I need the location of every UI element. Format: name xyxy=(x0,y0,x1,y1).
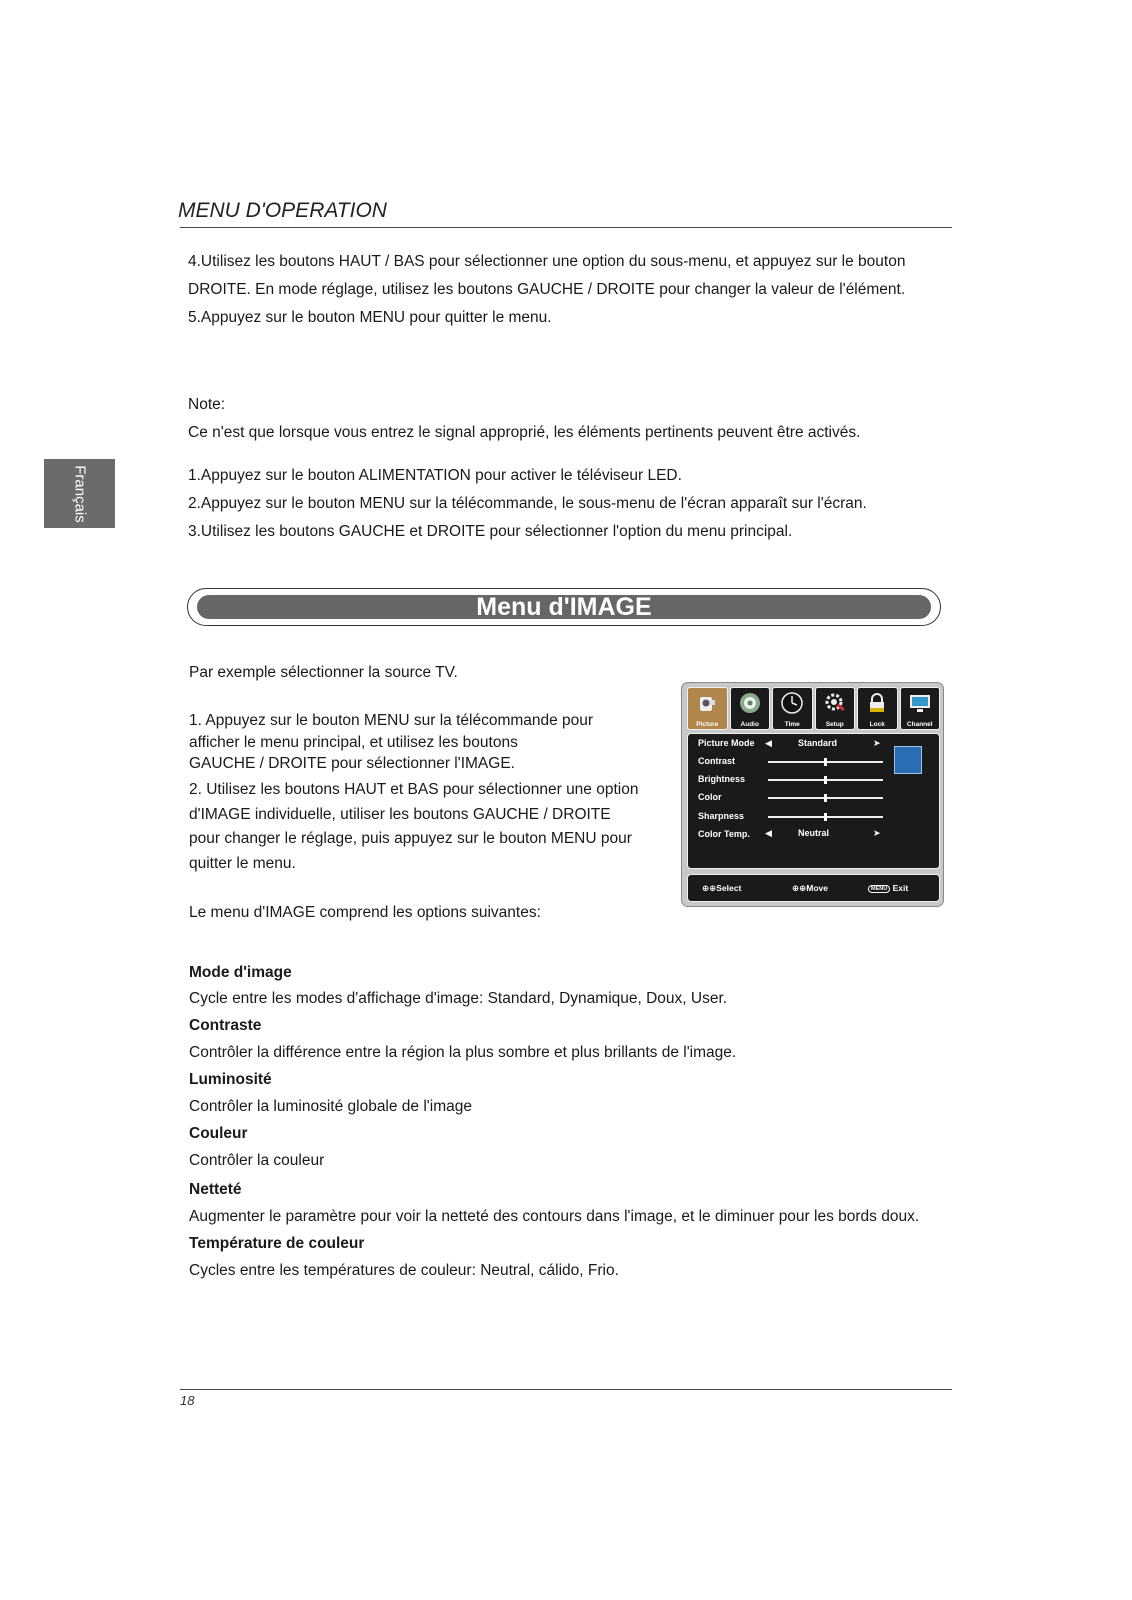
slider-knob xyxy=(824,758,827,766)
note-text: Ce n'est que lorsque vous entrez le signal approprié, les éléments pertinents peuvent être activés. xyxy=(188,424,861,441)
slider-knob xyxy=(824,794,827,802)
header-divider xyxy=(180,227,952,228)
slider-knob xyxy=(824,776,827,784)
step2-line: d'IMAGE individuelle, utiliser les boutons GAUCHE / DROITE xyxy=(189,805,611,823)
step1-line: 1. Appuyez sur le bouton MENU sur la télécommande pour xyxy=(189,712,594,729)
arrow-left-icon: ◀ xyxy=(765,828,772,838)
osd-contrast-slider xyxy=(768,761,883,763)
note-label: Note xyxy=(188,396,221,413)
osd-tab-setup: Setup xyxy=(815,687,856,730)
step1-line: afficher le menu principal, et utilisez les boutons xyxy=(189,733,518,751)
osd-tab-audio: Audio xyxy=(730,687,771,730)
osd-brightness-label: Brightness xyxy=(698,774,746,784)
step2-line: quitter le menu. xyxy=(189,854,296,872)
example-step1 xyxy=(189,710,593,775)
arrow-left-icon: ◀ xyxy=(765,738,772,748)
step-item: 1.Appuyez sur le bouton ALIMENTATION pour activer le téléviseur LED. xyxy=(188,467,682,484)
section-title: Température de couleur xyxy=(189,1235,365,1252)
osd-tab-lock: Lock xyxy=(857,687,898,730)
steps-list xyxy=(188,462,958,546)
leftright-icon: ⊕⊕ xyxy=(792,883,807,893)
osd-color-label: Color xyxy=(698,792,722,802)
intro-line: 5.Appuyez sur le bouton MENU pour quitter le menu. xyxy=(188,309,552,326)
section-desc: Augmenter le paramètre pour voir la netteté des contours dans l'image, et le diminuer pour les bords doux. xyxy=(189,1208,920,1225)
channel-icon xyxy=(908,691,932,715)
picture-icon xyxy=(695,691,719,715)
osd-exit-hint: MENU Exit xyxy=(868,883,908,893)
setup-icon xyxy=(823,691,847,715)
language-label: Français xyxy=(71,464,88,523)
note-block: Note: Ce n'est que lorsque vous entrez le signal approprié, les éléments pertinents peuvent être activés. xyxy=(188,391,958,447)
section-desc: Contrôler la luminosité globale de l'image xyxy=(189,1098,472,1115)
osd-tab-bar xyxy=(687,687,940,730)
example-step2 xyxy=(189,778,638,876)
osd-move-hint: ⊕⊕Move xyxy=(792,883,828,893)
energy-star-icon xyxy=(894,746,922,774)
slider-knob xyxy=(824,813,827,821)
audio-icon xyxy=(738,691,762,715)
section-banner xyxy=(187,588,941,626)
lock-icon xyxy=(865,691,889,715)
tv-osd-picture-menu xyxy=(681,682,944,907)
section-title: Netteté xyxy=(189,1181,242,1198)
section-title: Mode d'image xyxy=(189,964,292,981)
intro-line: DROITE. En mode réglage, utilisez les boutons GAUCHE / DROITE pour changer la valeur de l'élément. xyxy=(188,281,906,298)
language-side-tab xyxy=(44,459,115,528)
intro-paragraph xyxy=(188,248,958,332)
osd-tab-time: Time xyxy=(772,687,813,730)
section-desc: Cycle entre les modes d'affichage d'image: Standard, Dynamique, Doux, User. xyxy=(189,990,728,1007)
step-item: 3.Utilisez les boutons GAUCHE et DROITE pour sélectionner l'option du menu principal. xyxy=(188,523,793,540)
step1-line: GAUCHE / DROITE pour sélectionner l'IMAGE. xyxy=(189,755,515,772)
osd-color-temp-value: Neutral xyxy=(798,828,830,838)
osd-color-temp-label: Color Temp. xyxy=(698,829,750,839)
page-header-title: MENU D'OPERATION xyxy=(178,199,387,222)
banner-title: Menu d'IMAGE xyxy=(476,593,652,621)
osd-brightness-slider xyxy=(768,779,883,781)
osd-sharpness-slider xyxy=(768,816,883,818)
clock-icon xyxy=(780,691,804,715)
section-title: Contraste xyxy=(189,1017,262,1034)
menu-key-icon: MENU xyxy=(868,885,890,893)
osd-picture-mode-label: Picture Mode xyxy=(698,738,755,748)
osd-sharpness-label: Sharpness xyxy=(698,811,745,821)
osd-color-slider xyxy=(768,797,883,799)
arrow-right-icon: ➤ xyxy=(873,738,881,748)
osd-tab-channel: Channel xyxy=(900,687,941,730)
section-desc: Contrôler la couleur xyxy=(189,1152,325,1169)
section-desc: Cycles entre les températures de couleur: Neutral, cálido, Frio. xyxy=(189,1262,619,1279)
example-intro: Par exemple sélectionner la source TV. xyxy=(189,664,458,681)
intro-line: 4.Utilisez les boutons HAUT / BAS pour sélectionner une option du sous-menu, et appuyez sur le bouton xyxy=(188,253,906,270)
osd-settings-panel xyxy=(687,733,940,869)
section-title: Luminosité xyxy=(189,1071,272,1088)
step2-line: pour changer le réglage, puis appuyez sur le bouton MENU pour xyxy=(189,830,632,847)
step-item: 2.Appuyez sur le bouton MENU sur la télécommande, le sous-menu de l'écran apparaît sur l'écran. xyxy=(188,495,867,512)
osd-tab-picture: Picture xyxy=(687,687,728,730)
osd-picture-mode-value: Standard xyxy=(798,738,838,748)
updown-icon: ⊕⊕ xyxy=(702,883,717,893)
page-number: 18 xyxy=(180,1393,195,1408)
footer-divider xyxy=(180,1389,952,1390)
osd-contrast-label: Contrast xyxy=(698,756,736,766)
section-desc: Contrôler la différence entre la région la plus sombre et plus brillants de l'image. xyxy=(189,1044,737,1061)
options-intro: Le menu d'IMAGE comprend les options suivantes: xyxy=(189,904,541,921)
osd-select-hint: ⊕⊕Select xyxy=(702,883,742,893)
step2-line: 2. Utilisez les boutons HAUT et BAS pour sélectionner une option xyxy=(189,781,639,798)
section-title: Couleur xyxy=(189,1125,248,1142)
arrow-right-icon: ➤ xyxy=(873,828,881,838)
osd-footer xyxy=(687,874,940,902)
